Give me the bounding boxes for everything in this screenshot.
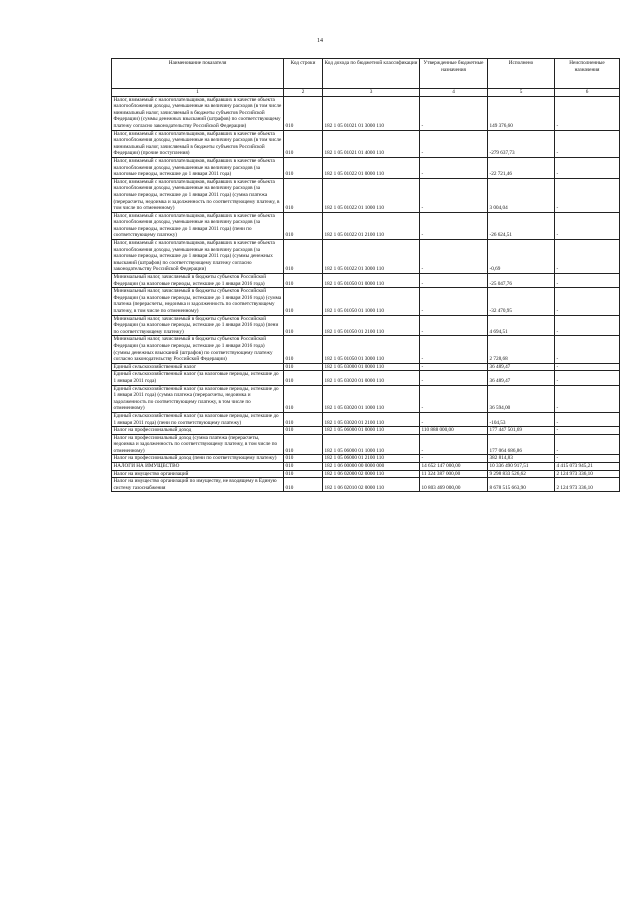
kbk-code-cell: 182 1 05 06000 01 2100 110 xyxy=(323,455,420,463)
executed-amount-cell: -22 721,46 xyxy=(488,157,555,178)
row-name-text: Налог на имущество организаций по имуществу, не входящему в Единую систему газоснабжения xyxy=(113,478,277,491)
unexecuted-amount-cell: - xyxy=(555,96,620,130)
row-code-cell: 010 xyxy=(284,434,323,455)
executed-amount-cell: 149 376,60 xyxy=(488,96,555,130)
unexecuted-amount-cell: - xyxy=(555,336,620,363)
row-name-text: Минимальный налог, зачисляемый в бюджеты субъектов Российской Федерации (за налоговые периоды, истекшие до 1 января 2016 года) xyxy=(113,274,267,287)
unexecuted-amount-cell: - xyxy=(555,178,620,212)
kbk-code-cell: 182 1 05 01050 01 3000 110 xyxy=(323,336,420,363)
executed-amount-cell: -32 470,95 xyxy=(488,288,555,315)
row-name-cell xyxy=(112,288,284,315)
row-name-cell xyxy=(112,130,284,157)
row-name-text: Налог, взимаемый с налогоплательщиков, выбравших в качестве объекта налогообложения доходы, уменьшенные на величину расходов (в том числе минимальный налог, зачисляемый в бюджеты субъектов Российской Федерации) (суммы денежных взысканий (штрафов) по соответствующему платежу согласно законодательству Российской Федерации) xyxy=(113,96,282,129)
approved-amount-cell: - xyxy=(420,240,488,274)
header-unexecuted: Неисполненные назначения xyxy=(555,59,620,89)
table-row xyxy=(112,274,620,288)
table-row xyxy=(112,130,620,157)
row-name-cell xyxy=(112,385,284,412)
header-kbk: Код дохода по бюджетной классификации xyxy=(323,59,420,89)
row-name-cell xyxy=(112,478,284,492)
executed-amount-cell: 8 678 515 663,90 xyxy=(488,478,555,492)
row-name-text: Налог на имущество организаций xyxy=(113,470,189,477)
executed-amount-cell: 177 064 686,86 xyxy=(488,434,555,455)
row-name-cell xyxy=(112,240,284,274)
table-row xyxy=(112,371,620,385)
unexecuted-amount-cell: 2 124 973 336,10 xyxy=(555,478,620,492)
kbk-code-cell: 182 1 05 01050 01 0000 110 xyxy=(323,274,420,288)
header-name: Наименование показателя xyxy=(112,59,284,89)
row-code-cell: 010 xyxy=(284,315,323,336)
unexecuted-amount-cell: 4 415 073 945,21 xyxy=(555,463,620,471)
kbk-code-cell: 182 1 05 03020 01 1000 110 xyxy=(323,385,420,412)
approved-amount-cell: - xyxy=(420,455,488,463)
unexecuted-amount-cell: - xyxy=(555,315,620,336)
table-row xyxy=(112,427,620,435)
table-row xyxy=(112,212,620,239)
approved-amount-cell: - xyxy=(420,274,488,288)
row-code-cell: 010 xyxy=(284,363,323,371)
kbk-code-cell: 182 1 05 01021 01 3000 110 xyxy=(323,96,420,130)
row-name-cell xyxy=(112,470,284,478)
row-code-cell: 010 xyxy=(284,412,323,426)
row-name-cell xyxy=(112,434,284,455)
table-row xyxy=(112,470,620,478)
executed-amount-cell: -26 624,51 xyxy=(488,212,555,239)
header-row xyxy=(112,59,620,89)
kbk-code-cell: 182 1 05 01022 01 3000 110 xyxy=(323,240,420,274)
table-row xyxy=(112,478,620,492)
row-name-text: Единый сельскохозяйственный налог (за налоговые периоды, истекшие до 1 января 2011 года) (сумма платежа (перерасчеты, недоимка и задолженность по соответствующему платежу, в том числе по отмененному) xyxy=(113,385,279,412)
row-name-cell xyxy=(112,212,284,239)
table-row xyxy=(112,157,620,178)
table-row xyxy=(112,385,620,412)
row-name-text: Минимальный налог, зачисляемый в бюджеты субъектов Российской Федерации (за налоговые периоды, истекшие до 1 января 2016 года) (суммы денежных взысканий (штрафов) по соответствующему платежу согласно законодательству Российской Федерации) xyxy=(113,336,273,363)
page-number: 14 xyxy=(317,38,323,44)
row-code-cell: 010 xyxy=(284,371,323,385)
approved-amount-cell: - xyxy=(420,315,488,336)
unexecuted-amount-cell: - xyxy=(555,363,620,371)
approved-amount-cell: - xyxy=(420,212,488,239)
approved-amount-cell: - xyxy=(420,371,488,385)
approved-amount-cell: - xyxy=(420,412,488,426)
kbk-code-cell: 182 1 05 01022 01 2100 110 xyxy=(323,212,420,239)
unexecuted-amount-cell: - xyxy=(555,288,620,315)
row-code-cell: 010 xyxy=(284,130,323,157)
unexecuted-amount-cell: 2 124 973 336,10 xyxy=(555,470,620,478)
unexecuted-amount-cell: - xyxy=(555,427,620,435)
row-name-text: Минимальный налог, зачисляемый в бюджеты субъектов Российской Федерации (за налоговые периоды, истекшие до 1 января 2016 года) (пени по соответствующему платежу) xyxy=(113,315,279,335)
row-name-text: Налог на профессиональный доход (пени по соответствующему платежу) xyxy=(113,455,277,462)
executed-amount-cell: 36 489,47 xyxy=(488,363,555,371)
approved-amount-cell: - xyxy=(420,385,488,412)
kbk-code-cell: 182 1 05 01021 01 4000 110 xyxy=(323,130,420,157)
table-row xyxy=(112,336,620,363)
row-code-cell: 010 xyxy=(284,427,323,435)
row-name-cell xyxy=(112,455,284,463)
approved-amount-cell: - xyxy=(420,434,488,455)
row-name-cell xyxy=(112,96,284,130)
row-code-cell: 010 xyxy=(284,455,323,463)
kbk-code-cell: 182 1 05 03020 01 0000 110 xyxy=(323,371,420,385)
kbk-code-cell: 182 1 05 01022 01 0000 110 xyxy=(323,157,420,178)
unexecuted-amount-cell: - xyxy=(555,157,620,178)
row-name-cell xyxy=(112,463,284,471)
column-number: 5 xyxy=(488,89,555,97)
row-name-text: Налог, взимаемый с налогоплательщиков, выбравших в качестве объекта налогообложения доходы, уменьшенные на величину расходов (за налоговые периоды, истекшие до 1 января 2011 года) (сумма платежа (перерасчеты, недоимка и задолженность по соответствующему платежу, в том числе по отмененному) xyxy=(113,178,280,212)
executed-amount-cell: -25 047,76 xyxy=(488,274,555,288)
row-name-cell xyxy=(112,371,284,385)
header-approved: Утвержденные бюджетные назначения xyxy=(420,59,488,89)
executed-amount-cell: 36 489,47 xyxy=(488,371,555,385)
approved-amount-cell: 11 324 387 000,00 xyxy=(420,470,488,478)
table-row xyxy=(112,240,620,274)
approved-amount-cell: 110 888 000,00 xyxy=(420,427,488,435)
column-number: 3 xyxy=(323,89,420,97)
unexecuted-amount-cell: - xyxy=(555,371,620,385)
header-row-code: Код строки xyxy=(284,59,323,89)
approved-amount-cell: - xyxy=(420,130,488,157)
row-name-cell xyxy=(112,412,284,426)
row-name-cell xyxy=(112,336,284,363)
row-name-text: Минимальный налог, зачисляемый в бюджеты субъектов Российской Федерации (за налоговые периоды, истекшие до 1 января 2016 года) (сумма платежа (перерасчеты, недоимка и задолженность по соответствующему платежу, в том числе по отмененному) xyxy=(113,288,282,314)
row-name-text: Единый сельскохозяйственный налог xyxy=(113,363,197,370)
table-row xyxy=(112,315,620,336)
unexecuted-amount-cell: - xyxy=(555,434,620,455)
table-row xyxy=(112,412,620,426)
approved-amount-cell: 10 803 469 000,00 xyxy=(420,478,488,492)
row-code-cell: 010 xyxy=(284,470,323,478)
unexecuted-amount-cell: - xyxy=(555,212,620,239)
kbk-code-cell: 182 1 05 01022 01 1000 110 xyxy=(323,178,420,212)
row-code-cell: 010 xyxy=(284,212,323,239)
executed-amount-cell: -0,69 xyxy=(488,240,555,274)
approved-amount-cell: - xyxy=(420,288,488,315)
table-row xyxy=(112,96,620,130)
unexecuted-amount-cell: - xyxy=(555,274,620,288)
row-code-cell: 010 xyxy=(284,240,323,274)
column-number: 6 xyxy=(555,89,620,97)
executed-amount-cell: 10 336 490 917,51 xyxy=(488,463,555,471)
approved-amount-cell: 14 652 147 000,00 xyxy=(420,463,488,471)
row-code-cell: 010 xyxy=(284,274,323,288)
table-row xyxy=(112,178,620,212)
executed-amount-cell: -104,53 xyxy=(488,412,555,426)
row-code-cell: 010 xyxy=(284,478,323,492)
column-number: 4 xyxy=(420,89,488,97)
unexecuted-amount-cell: - xyxy=(555,412,620,426)
row-code-cell: 010 xyxy=(284,463,323,471)
row-name-cell xyxy=(112,274,284,288)
row-code-cell: 010 xyxy=(284,385,323,412)
executed-amount-cell: 3 004,04 xyxy=(488,178,555,212)
approved-amount-cell: - xyxy=(420,178,488,212)
row-name-text: Налог, взимаемый с налогоплательщиков, выбравших в качестве объекта налогообложения доходы, уменьшенные на величину расходов (за налоговые периоды, истекшие до 1 января 2011 года) xyxy=(113,157,275,178)
row-name-text: Налог на профессиональный доход (сумма платежа (перерасчеты, недоимка и задолженность по соответствующему платежу, в том числе по отмененному) xyxy=(113,434,278,454)
table-row xyxy=(112,363,620,371)
unexecuted-amount-cell: - xyxy=(555,130,620,157)
column-number: 2 xyxy=(284,89,323,97)
approved-amount-cell: - xyxy=(420,96,488,130)
table-row xyxy=(112,434,620,455)
row-name-text: НАЛОГИ НА ИМУЩЕСТВО xyxy=(113,463,180,470)
report-table xyxy=(111,58,620,492)
row-name-cell xyxy=(112,427,284,435)
row-code-cell: 010 xyxy=(284,336,323,363)
approved-amount-cell: - xyxy=(420,363,488,371)
executed-amount-cell: 36 594,00 xyxy=(488,385,555,412)
column-number-row xyxy=(112,89,620,97)
kbk-code-cell: 182 1 06 00000 00 0000 000 xyxy=(323,463,420,471)
table-row xyxy=(112,288,620,315)
row-name-text: Налог на профессиональный доход xyxy=(113,427,192,434)
executed-amount-cell: -279 637,73 xyxy=(488,130,555,157)
kbk-code-cell: 182 1 05 01050 01 2100 110 xyxy=(323,315,420,336)
row-code-cell: 010 xyxy=(284,178,323,212)
row-code-cell: 010 xyxy=(284,157,323,178)
row-name-cell xyxy=(112,363,284,371)
row-name-text: Единый сельскохозяйственный налог (за налоговые периоды, истекшие до 1 января 2011 года) xyxy=(113,371,279,384)
approved-amount-cell: - xyxy=(420,336,488,363)
kbk-code-cell: 182 1 06 02000 02 0000 110 xyxy=(323,470,420,478)
kbk-code-cell: 182 1 05 06000 01 1000 110 xyxy=(323,434,420,455)
row-name-cell xyxy=(112,157,284,178)
executed-amount-cell: 382 814,83 xyxy=(488,455,555,463)
unexecuted-amount-cell: - xyxy=(555,455,620,463)
row-name-text: Единый сельскохозяйственный налог (за налоговые периоды, истекшие до 1 января 2011 года) (пени по соответствующему платежу) xyxy=(113,412,279,426)
row-name-text: Налог, взимаемый с налогоплательщиков, выбравших в качестве объекта налогообложения доходы, уменьшенные на величину расходов (в том числе минимальный налог, зачисляемый в бюджеты субъектов Российской Федерации) (прочие поступления) xyxy=(113,130,282,157)
table-row xyxy=(112,455,620,463)
kbk-code-cell: 182 1 05 06000 01 0000 110 xyxy=(323,427,420,435)
row-code-cell: 010 xyxy=(284,96,323,130)
row-name-cell xyxy=(112,315,284,336)
row-name-text: Налог, взимаемый с налогоплательщиков, выбравших в качестве объекта налогообложения доходы, уменьшенные на величину расходов (за налоговые периоды, истекшие до 1 января 2011 года) (суммы денежных взысканий (штрафов) по соответствующему платежу согласно законодательству Российской Федерации) xyxy=(113,240,275,273)
row-code-cell: 010 xyxy=(284,288,323,315)
executed-amount-cell: 4 694,51 xyxy=(488,315,555,336)
kbk-code-cell: 182 1 05 03020 01 2100 110 xyxy=(323,412,420,426)
kbk-code-cell: 182 1 06 02010 02 0000 110 xyxy=(323,478,420,492)
column-number: 1 xyxy=(112,89,284,97)
kbk-code-cell: 182 1 05 01050 01 1000 110 xyxy=(323,288,420,315)
executed-amount-cell: 9 298 833 526,62 xyxy=(488,470,555,478)
kbk-code-cell: 182 1 05 03000 01 0000 110 xyxy=(323,363,420,371)
executed-amount-cell: 177 447 501,69 xyxy=(488,427,555,435)
approved-amount-cell: - xyxy=(420,157,488,178)
row-name-text: Налог, взимаемый с налогоплательщиков, выбравших в качестве объекта налогообложения доходы, уменьшенные на величину расходов (за налоговые периоды, истекшие до 1 января 2011 года) (пени по соответствующему платежу) xyxy=(113,212,275,239)
table-row xyxy=(112,463,620,471)
executed-amount-cell: 2 728,68 xyxy=(488,336,555,363)
unexecuted-amount-cell: - xyxy=(555,385,620,412)
unexecuted-amount-cell: - xyxy=(555,240,620,274)
table-body xyxy=(112,96,620,492)
row-name-cell xyxy=(112,178,284,212)
header-executed: Исполнено xyxy=(488,59,555,89)
